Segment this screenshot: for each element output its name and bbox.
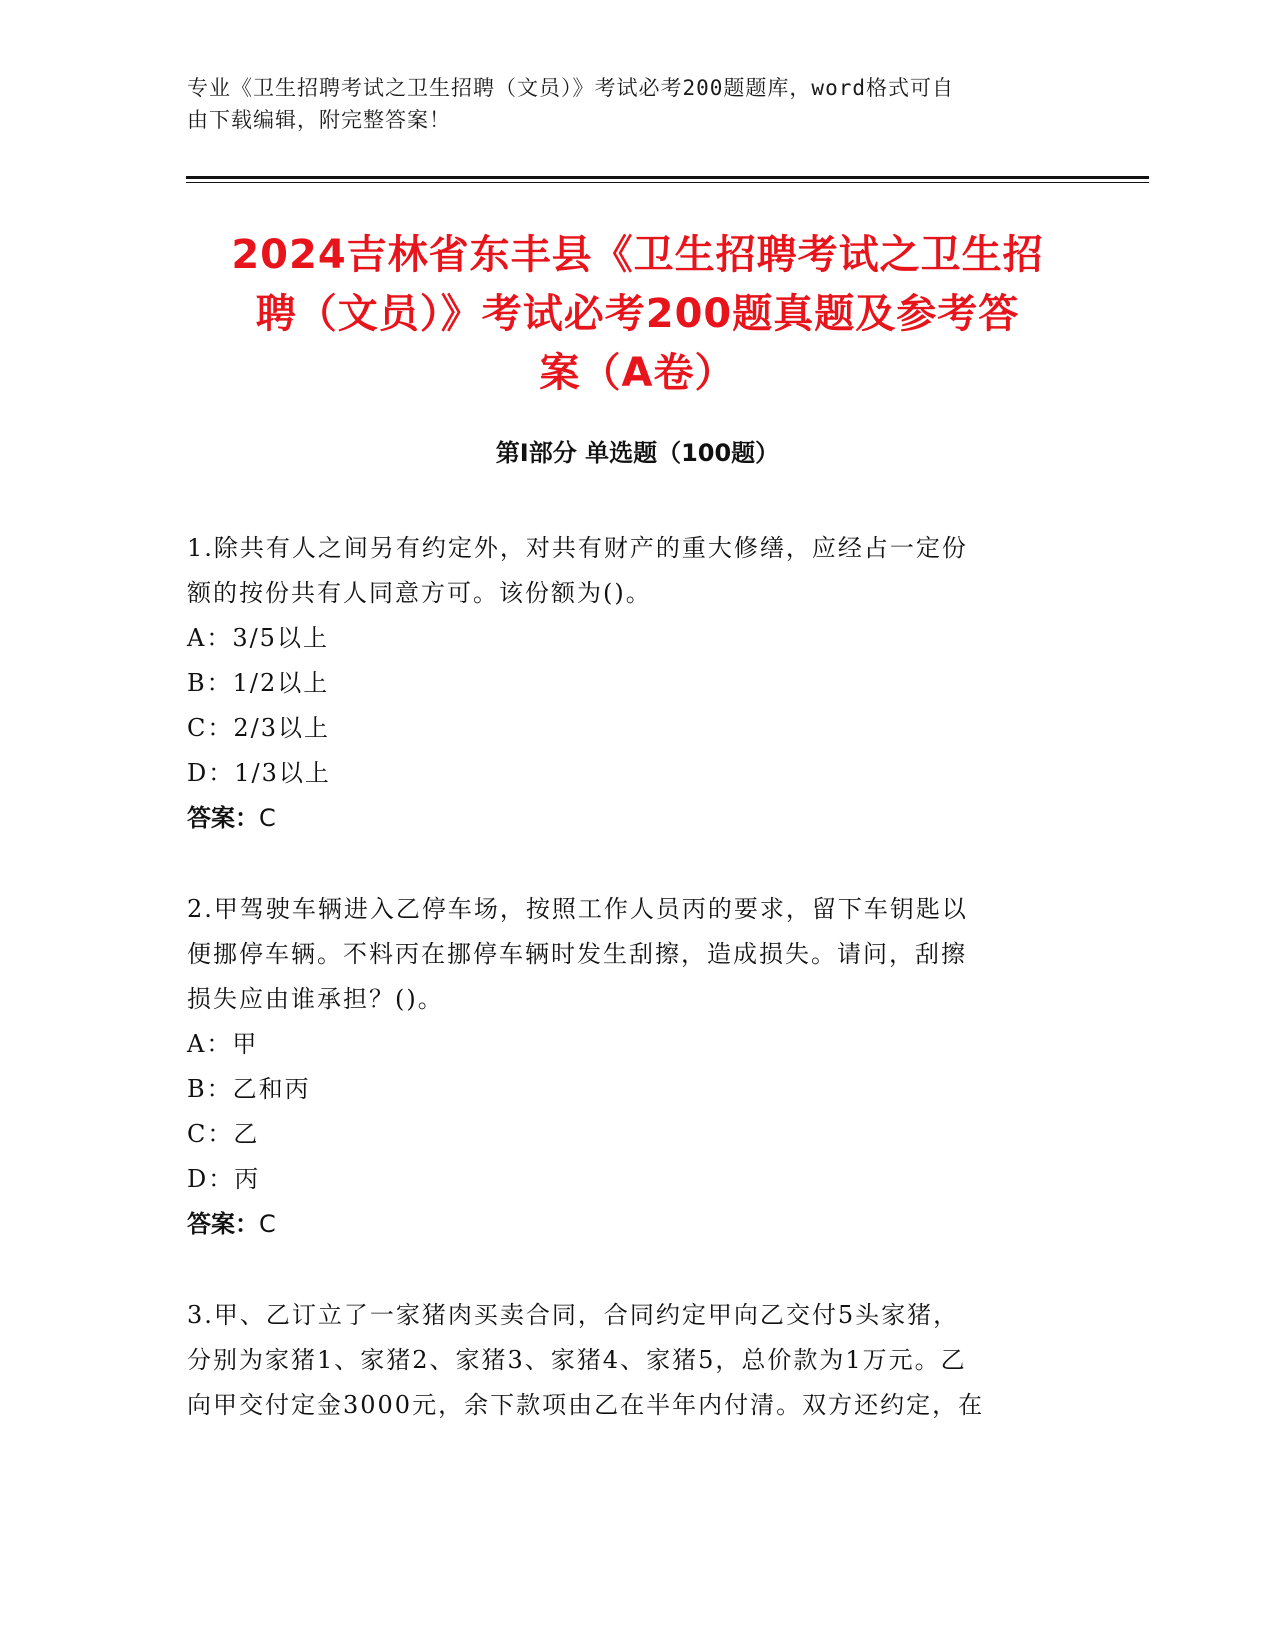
question-1-option-d: D：1/3以上 [187, 759, 331, 787]
question-3-stem-line-1: 3.甲、乙订立了一家猪肉买卖合同，合同约定甲向乙交付5头家猪， [187, 1301, 960, 1329]
question-1-option-a: A：3/5以上 [187, 624, 329, 652]
header-rule-thick [186, 176, 1149, 179]
question-2-answer [187, 1202, 1087, 1247]
section-heading: 第Ⅰ部分 单选题（100题） [495, 439, 780, 467]
question-1-answer [187, 796, 1087, 841]
header-note-line-2: 由下载编辑，附完整答案！ [187, 108, 451, 132]
question-1-option-c: C：2/3以上 [187, 714, 330, 742]
question-2-answer-label: 答案： [187, 1210, 259, 1238]
document-title-line-3: 案（A卷） [539, 350, 736, 396]
question-2-option-d: D：丙 [187, 1165, 261, 1193]
document-title-line-2: 聘（文员）》考试必考200题真题及参考答 [255, 291, 1020, 337]
question-1-stem-line-2: 额的按份共有人同意方可。该份额为()。 [187, 579, 652, 607]
header-rule-thin [186, 182, 1149, 183]
document-title-line-1: 2024吉林省东丰县《卫生招聘考试之卫生招 [231, 232, 1044, 278]
question-2-stem-line-2: 便挪停车辆。不料丙在挪停车辆时发生刮擦，造成损失。请问，刮擦 [187, 940, 967, 968]
question-3 [187, 1293, 1087, 1428]
question-1 [187, 526, 1087, 841]
question-2-answer-value: C [259, 1210, 276, 1238]
question-2-option-a: A：甲 [187, 1030, 259, 1058]
question-2-stem-line-3: 损失应由谁承担？()。 [187, 985, 444, 1013]
question-3-stem-line-2: 分别为家猪1、家猪2、家猪3、家猪4、家猪5，总价款为1万元。乙 [187, 1346, 967, 1374]
question-2-option-c: C：乙 [187, 1120, 260, 1148]
question-1-stem-line-1: 1.除共有人之间另有约定外，对共有财产的重大修缮，应经占一定份 [187, 534, 968, 562]
question-3-stem-line-3: 向甲交付定金3000元，余下款项由乙在半年内付清。双方还约定，在 [187, 1391, 985, 1419]
question-2 [187, 887, 1087, 1247]
question-1-answer-value: C [259, 804, 276, 832]
question-1-answer-label: 答案： [187, 804, 259, 832]
question-2-option-b: B：乙和丙 [187, 1075, 311, 1103]
header-note [187, 72, 1087, 136]
question-1-option-b: B：1/2以上 [187, 669, 330, 697]
document-title [150, 226, 1125, 403]
header-note-line-1: 专业《卫生招聘考试之卫生招聘（文员）》考试必考200题题库，word格式可自 [187, 76, 954, 100]
question-2-stem-line-1: 2.甲驾驶车辆进入乙停车场，按照工作人员丙的要求，留下车钥匙以 [187, 895, 968, 923]
question-list [187, 526, 1087, 1474]
